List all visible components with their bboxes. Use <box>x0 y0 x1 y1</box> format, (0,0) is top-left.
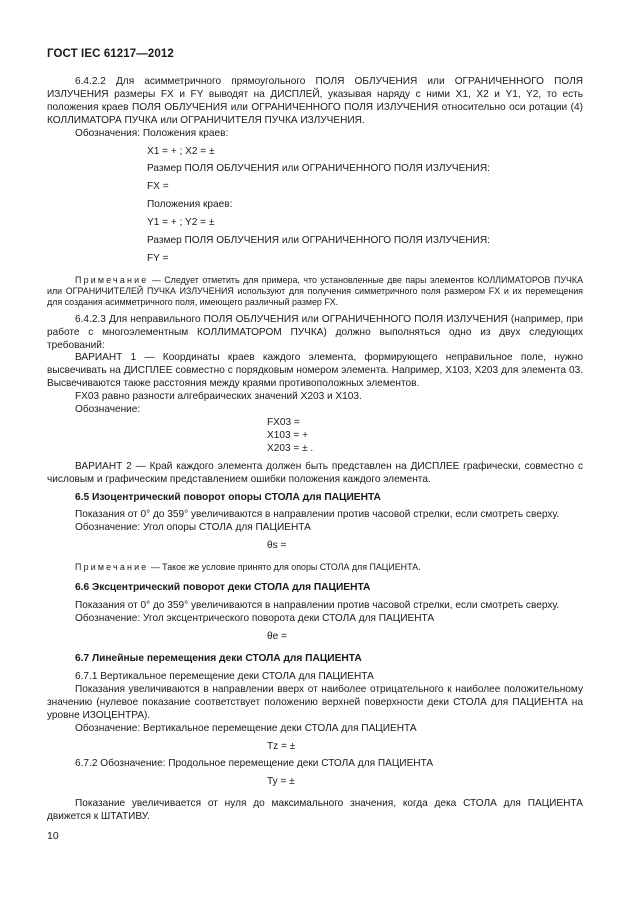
formula-theta-s: θs = <box>267 540 287 552</box>
designation-6-6: Обозначение: Угол эксцентрического поворота деки СТОЛА для ПАЦИЕНТА <box>75 613 435 625</box>
paragraph-6-7-1: Показания увеличиваются в направлении вверх от наиболее отрицательного к наиболее положительному значению (нулевое показание соответствует положению верхней поверхности деки СТОЛА для ПАЦИЕНТА на уровне ИЗОЦЕНТРА). <box>47 683 583 721</box>
note-1-text: — Следует отметить для примера, что установленные две пары элементов КОЛЛИМАТОРОВ ПУЧКА или ОГРАНИЧИТЕЛЕЙ ПУЧКА ИЗЛУЧЕНИЯ используют для получения симметричного поля размером FX и их перемещения для создания асимметричного поля, имеющего различный размер FX. <box>47 274 583 308</box>
formula-fy: FY = <box>147 252 169 264</box>
designation-6-7-1: Обозначение: Вертикальное перемещение деки СТОЛА для ПАЦИЕНТА <box>75 722 417 734</box>
section-heading-6-6: 6.6 Эксцентрический поворот деки СТОЛА для ПАЦИЕНТА <box>75 582 371 594</box>
document-header: ГОСТ IEC 61217—2012 <box>47 48 174 60</box>
note-2-text: — Такое же условие принято для опоры СТОЛА для ПАЦИЕНТА. <box>148 562 421 573</box>
paragraph-6-4-2-2: 6.4.2.2 Для асимметричного прямоугольного ПОЛЯ ОБЛУЧЕНИЯ или ОГРАНИЧЕННОГО ПОЛЯ ИЗЛУЧЕНИЯ размеры FX и FY выводят на ДИСПЛЕЙ, указывая наряду с ними X1, X2 и Y1, Y2, то есть положения краев ПОЛЯ ОБЛУЧЕНИЯ или ОГРАНИЧЕННОГО ПОЛЯ ИЗЛУЧЕНИЯ относительно оси ротации (4) КОЛЛИМАТОРА ПУЧКА или ОГРАНИЧИТЕЛЯ ПУЧКА ИЗЛУЧЕНИЯ. <box>47 76 583 126</box>
formula-x203: X203 = ± . <box>267 442 314 454</box>
formula-theta-e: θe = <box>267 631 287 643</box>
formula-x103: X103 = + <box>267 429 308 441</box>
size-fy-label: Размер ПОЛЯ ОБЛУЧЕНИЯ или ОГРАНИЧЕННОГО ПОЛЯ ИЗЛУЧЕНИЯ: <box>147 235 490 247</box>
formula-fx03: FX03 = <box>267 417 300 429</box>
paragraph-6-7-2-title: 6.7.2 Обозначение: Продольное перемещение деки СТОЛА для ПАЦИЕНТА <box>75 758 434 770</box>
formula-tz: Tz = ± <box>267 740 296 752</box>
paragraph-6-7-2: Показание увеличивается от нуля до максимального значения, когда дека СТОЛА для ПАЦИЕНТА движется к ШТАТИВУ. <box>47 798 583 823</box>
designation-label-2: Обозначение: <box>75 404 141 416</box>
designations-label: Обозначения: Положения краев: <box>75 127 229 139</box>
designation-6-5: Обозначение: Угол опоры СТОЛА для ПАЦИЕНТА <box>75 522 311 534</box>
variant-1: ВАРИАНТ 1 — Координаты краев каждого элемента, формирующего неправильное поле, нужно высвечивать на ДИСПЛЕЕ совместно с порядковым номером элемента. Например, X103, X203 для элемента 03. Высвечиваются также расстояния между краями противоположных элементов. <box>47 352 583 390</box>
note-1-label: Примечание <box>75 274 149 285</box>
fx03-definition: FX03 равно разности алгебраических значений X203 и X103. <box>75 391 362 403</box>
section-heading-6-5: 6.5 Изоцентрический поворот опоры СТОЛА для ПАЦИЕНТА <box>75 491 381 503</box>
paragraph-6-6: Показания от 0° до 359° увеличиваются в направлении против часовой стрелки, если смотреть сверху. <box>75 600 560 612</box>
size-fx-label: Размер ПОЛЯ ОБЛУЧЕНИЯ или ОГРАНИЧЕННОГО ПОЛЯ ИЗЛУЧЕНИЯ: <box>147 163 490 175</box>
note-2 <box>47 562 583 573</box>
note-2-label: Примечание <box>75 562 149 573</box>
note-1 <box>47 275 583 309</box>
page-number: 10 <box>47 830 59 842</box>
formula-ty: Ty = ± <box>267 776 295 788</box>
paragraph-6-4-2-3: 6.4.2.3 Для неправильного ПОЛЯ ОБЛУЧЕНИЯ или ОГРАНИЧЕННОГО ПОЛЯ ИЗЛУЧЕНИЯ (например, при работе с многоэлементным КОЛЛИМАТОРОМ ПУЧКА) должно выполняться одно из двух следующих требований: <box>47 313 583 351</box>
formula-y-edges: Y1 = + ; Y2 = ± <box>147 217 215 229</box>
section-heading-6-7: 6.7 Линейные перемещения деки СТОЛА для ПАЦИЕНТА <box>75 653 362 665</box>
variant-2: ВАРИАНТ 2 — Край каждого элемента должен быть представлен на ДИСПЛЕЕ графически, совместно с числовым и графическим представлением ошибки положения каждого элемента. <box>47 460 583 485</box>
edges-y-label: Положения краев: <box>147 199 233 211</box>
page-body <box>47 76 583 824</box>
paragraph-6-5: Показания от 0° до 359° увеличиваются в направлении против часовой стрелки, если смотреть сверху. <box>75 509 560 521</box>
formula-fx: FX = <box>147 181 169 193</box>
paragraph-6-7-1-title: 6.7.1 Вертикальное перемещение деки СТОЛА для ПАЦИЕНТА <box>75 671 374 682</box>
formula-x-edges: X1 = + ; X2 = ± <box>147 145 215 157</box>
